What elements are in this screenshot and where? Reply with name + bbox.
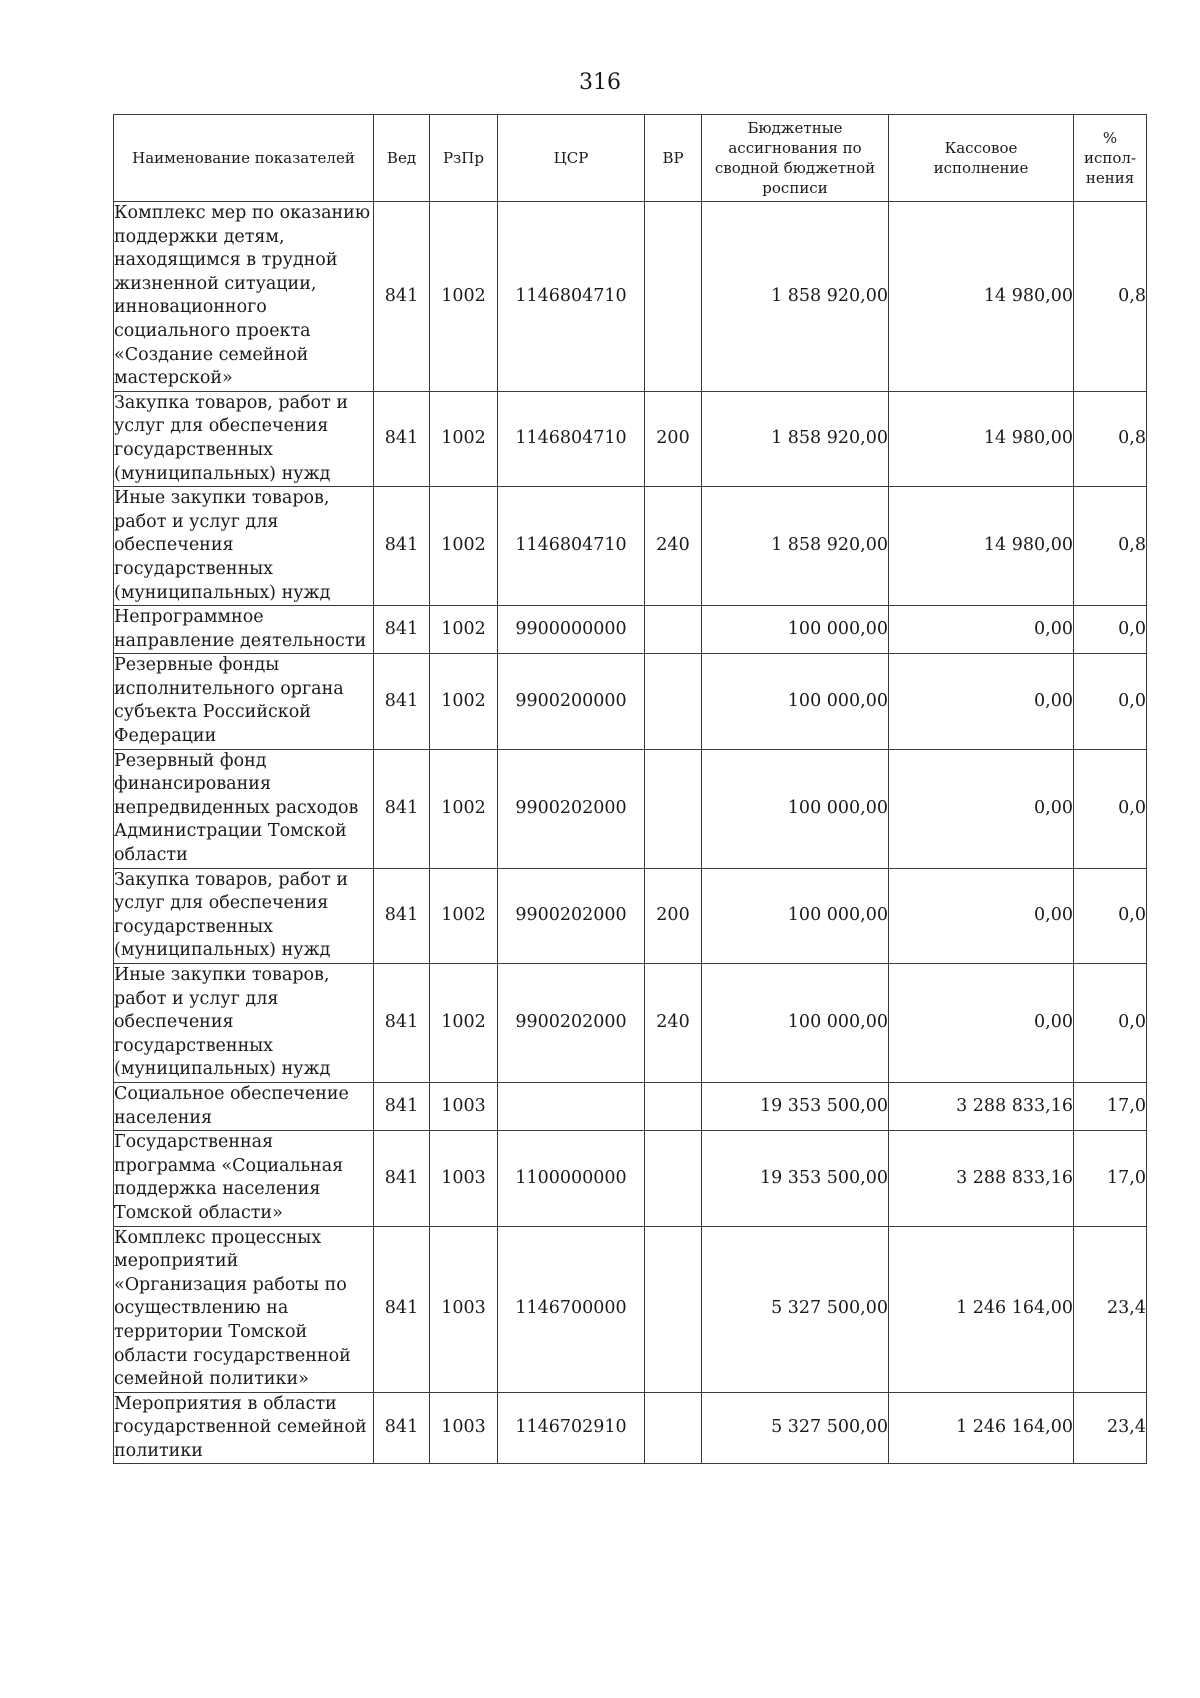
cell-assignments: 100 000,00 (702, 654, 889, 749)
cell-csr: 9900000000 (498, 606, 645, 654)
cell-csr: 1146804710 (498, 202, 645, 392)
cell-rzpr: 1002 (430, 606, 498, 654)
cell-ved: 841 (374, 1392, 430, 1464)
header-rzpr: РзПр (430, 115, 498, 202)
cell-ved: 841 (374, 964, 430, 1083)
cell-ved: 841 (374, 749, 430, 868)
cell-vr (645, 1131, 702, 1226)
cell-csr: 1146702910 (498, 1392, 645, 1464)
cell-assignments: 5 327 500,00 (702, 1226, 889, 1392)
cell-rzpr: 1003 (430, 1082, 498, 1130)
table-row (114, 868, 1147, 963)
table-row (114, 964, 1147, 1083)
cell-rzpr: 1003 (430, 1226, 498, 1392)
cell-name: Непрограммное направление деятельности (114, 606, 374, 654)
cell-assignments: 1 858 920,00 (702, 391, 889, 486)
cell-cash-execution: 14 980,00 (889, 391, 1074, 486)
cell-vr (645, 749, 702, 868)
cell-vr (645, 202, 702, 392)
cell-ved: 841 (374, 1226, 430, 1392)
cell-ved: 841 (374, 202, 430, 392)
cell-rzpr: 1002 (430, 202, 498, 392)
cell-percent: 23,4 (1074, 1392, 1147, 1464)
cell-assignments: 100 000,00 (702, 964, 889, 1083)
cell-vr (645, 1082, 702, 1130)
cell-percent: 0,0 (1074, 654, 1147, 749)
cell-cash-execution: 14 980,00 (889, 487, 1074, 606)
table-row (114, 749, 1147, 868)
cell-rzpr: 1002 (430, 868, 498, 963)
cell-percent: 0,8 (1074, 391, 1147, 486)
cell-assignments: 19 353 500,00 (702, 1131, 889, 1226)
header-ved: Вед (374, 115, 430, 202)
table-row (114, 1392, 1147, 1464)
cell-percent: 0,8 (1074, 487, 1147, 606)
table-row (114, 487, 1147, 606)
cell-cash-execution: 0,00 (889, 654, 1074, 749)
cell-name: Закупка товаров, работ и услуг для обеспечения государственных (муниципальных) нужд (114, 868, 374, 963)
cell-percent: 17,0 (1074, 1131, 1147, 1226)
cell-cash-execution: 1 246 164,00 (889, 1226, 1074, 1392)
cell-assignments: 19 353 500,00 (702, 1082, 889, 1130)
cell-cash-execution: 0,00 (889, 868, 1074, 963)
table-row (114, 1226, 1147, 1392)
cell-vr (645, 606, 702, 654)
cell-vr (645, 1392, 702, 1464)
cell-rzpr: 1003 (430, 1392, 498, 1464)
cell-ved: 841 (374, 654, 430, 749)
cell-cash-execution: 1 246 164,00 (889, 1392, 1074, 1464)
cell-vr: 200 (645, 391, 702, 486)
cell-cash-execution: 3 288 833,16 (889, 1082, 1074, 1130)
cell-ved: 841 (374, 1082, 430, 1130)
cell-csr: 9900202000 (498, 868, 645, 963)
table-row (114, 1082, 1147, 1130)
header-csr: ЦСР (498, 115, 645, 202)
cell-percent: 0,8 (1074, 202, 1147, 392)
cell-rzpr: 1002 (430, 749, 498, 868)
cell-csr: 9900202000 (498, 964, 645, 1083)
cell-vr (645, 1226, 702, 1392)
cell-ved: 841 (374, 1131, 430, 1226)
cell-assignments: 5 327 500,00 (702, 1392, 889, 1464)
cell-vr (645, 654, 702, 749)
header-percent-execution: % испол-нения (1074, 115, 1147, 202)
cell-name: Иные закупки товаров, работ и услуг для обеспечения государственных (муниципальных) нужд (114, 487, 374, 606)
cell-vr: 240 (645, 964, 702, 1083)
cell-percent: 0,0 (1074, 964, 1147, 1083)
cell-csr: 1100000000 (498, 1131, 645, 1226)
table-row (114, 202, 1147, 392)
cell-name: Комплекс мер по оказанию поддержки детям, находящимся в трудной жизненной ситуации, инновационного социального проекта «Создание семейной мастерской» (114, 202, 374, 392)
cell-percent: 23,4 (1074, 1226, 1147, 1392)
header-name: Наименование показателей (114, 115, 374, 202)
cell-name: Государственная программа «Социальная поддержка населения Томской области» (114, 1131, 374, 1226)
budget-table (113, 114, 1147, 1464)
cell-rzpr: 1002 (430, 964, 498, 1083)
cell-rzpr: 1003 (430, 1131, 498, 1226)
cell-assignments: 100 000,00 (702, 749, 889, 868)
table-header-row (114, 115, 1147, 202)
cell-cash-execution: 3 288 833,16 (889, 1131, 1074, 1226)
cell-rzpr: 1002 (430, 654, 498, 749)
cell-name: Резервные фонды исполнительного органа субъекта Российской Федерации (114, 654, 374, 749)
cell-assignments: 1 858 920,00 (702, 202, 889, 392)
cell-name: Мероприятия в области государственной семейной политики (114, 1392, 374, 1464)
cell-csr: 1146700000 (498, 1226, 645, 1392)
cell-name: Резервный фонд финансирования непредвиденных расходов Администрации Томской области (114, 749, 374, 868)
cell-rzpr: 1002 (430, 487, 498, 606)
table-row (114, 391, 1147, 486)
cell-ved: 841 (374, 868, 430, 963)
table-row (114, 654, 1147, 749)
cell-ved: 841 (374, 487, 430, 606)
header-cash-execution: Кассовое исполнение (889, 115, 1074, 202)
header-vr: ВР (645, 115, 702, 202)
cell-name: Социальное обеспечение населения (114, 1082, 374, 1130)
cell-cash-execution: 0,00 (889, 749, 1074, 868)
cell-name: Комплекс процессных мероприятий «Организация работы по осуществлению на территории Томской области государственной семейной политики» (114, 1226, 374, 1392)
cell-csr: 9900200000 (498, 654, 645, 749)
cell-percent: 0,0 (1074, 606, 1147, 654)
cell-assignments: 100 000,00 (702, 868, 889, 963)
cell-vr: 200 (645, 868, 702, 963)
cell-csr: 1146804710 (498, 487, 645, 606)
cell-ved: 841 (374, 606, 430, 654)
cell-assignments: 100 000,00 (702, 606, 889, 654)
cell-cash-execution: 0,00 (889, 964, 1074, 1083)
cell-cash-execution: 0,00 (889, 606, 1074, 654)
cell-ved: 841 (374, 391, 430, 486)
cell-percent: 0,0 (1074, 868, 1147, 963)
cell-cash-execution: 14 980,00 (889, 202, 1074, 392)
table-row (114, 1131, 1147, 1226)
cell-rzpr: 1002 (430, 391, 498, 486)
cell-name: Закупка товаров, работ и услуг для обеспечения государственных (муниципальных) нужд (114, 391, 374, 486)
header-assignments: Бюджетные ассигнования по сводной бюджетной росписи (702, 115, 889, 202)
table-row (114, 606, 1147, 654)
cell-csr: 9900202000 (498, 749, 645, 868)
cell-percent: 0,0 (1074, 749, 1147, 868)
cell-name: Иные закупки товаров, работ и услуг для обеспечения государственных (муниципальных) нужд (114, 964, 374, 1083)
cell-vr: 240 (645, 487, 702, 606)
cell-csr (498, 1082, 645, 1130)
cell-percent: 17,0 (1074, 1082, 1147, 1130)
cell-assignments: 1 858 920,00 (702, 487, 889, 606)
cell-csr: 1146804710 (498, 391, 645, 486)
page-number: 316 (579, 70, 621, 95)
